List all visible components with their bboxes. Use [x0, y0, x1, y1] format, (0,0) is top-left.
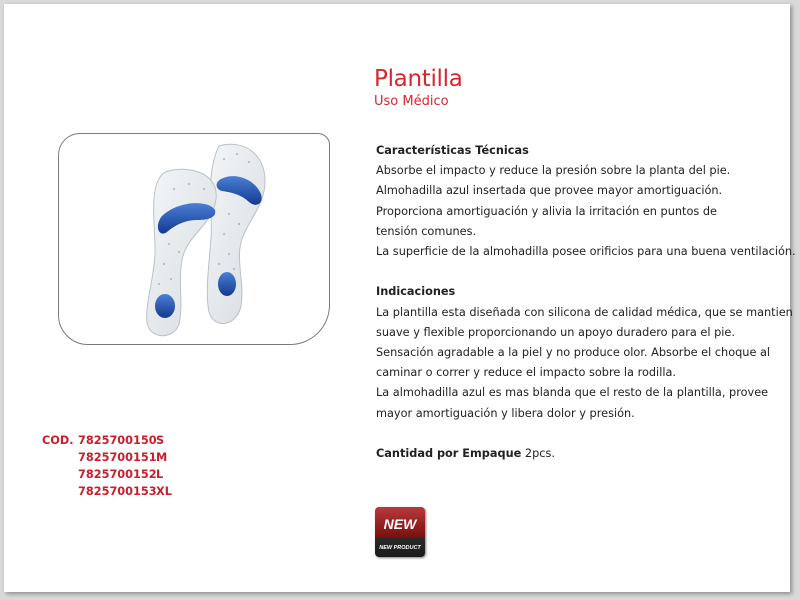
- code-size: S: [156, 434, 165, 447]
- indications-line: La almohadilla azul es mas blanda que el resto de la plantilla, provee: [376, 386, 769, 400]
- product-codes: [42, 432, 186, 500]
- specs-heading: Características Técnicas: [376, 144, 529, 157]
- code-size: XL: [156, 485, 172, 498]
- code-prefix: COD.: [42, 434, 74, 447]
- code-number: 7825700151: [78, 451, 157, 464]
- code-row: [42, 449, 186, 466]
- new-product-badge: [375, 507, 425, 557]
- insole-icon: [59, 134, 329, 344]
- specs-line: tensión comunes.: [376, 224, 477, 238]
- badge-text: NEW: [383, 516, 417, 532]
- indications-line: mayor amortiguación y libera dolor y presión.: [376, 406, 635, 420]
- badge-subtext: NEW PRODUCT: [379, 545, 421, 551]
- indications-line: La plantilla esta diseñada con silicona de calidad médica, que se mantien: [376, 305, 793, 319]
- heel-pad-right: [218, 272, 236, 296]
- quantity-label: Cantidad por Empaque: [376, 447, 522, 461]
- insole-right: [207, 144, 265, 323]
- specs-line: Almohadilla azul insertada que provee mayor amortiguación.: [376, 184, 723, 198]
- page-title: Plantilla: [374, 66, 463, 92]
- quantity-value: 2pcs.: [524, 447, 555, 461]
- code-number: 7825700153: [78, 485, 157, 498]
- section-spacer: [376, 424, 786, 444]
- code-row: [42, 483, 186, 500]
- code-row: [42, 466, 186, 483]
- code-size: L: [156, 468, 164, 481]
- section-spacer: [376, 262, 786, 282]
- specs-line: La superficie de la almohadilla posee orificios para una buena ventilación.: [376, 245, 796, 259]
- page-sheet: [4, 4, 796, 592]
- specs-line: Absorbe el impacto y reduce la presión sobre la planta del pie.: [376, 164, 731, 178]
- indications-line: Sensación agradable a la piel y no produce olor. Absorbe el choque al: [376, 346, 771, 360]
- quantity-line: [376, 444, 786, 464]
- indications-line: caminar o correr y reduce el impacto sobre la rodilla.: [376, 366, 676, 380]
- product-image: [58, 133, 330, 345]
- indications-line: suave y flexible proporcionando un apoyo duradero para el pie.: [376, 325, 735, 339]
- page-subtitle: Uso Médico: [374, 94, 449, 109]
- code-number: 7825700152: [78, 468, 157, 481]
- heel-pad-left: [155, 294, 175, 318]
- product-description: [376, 141, 796, 464]
- code-size: M: [156, 451, 168, 464]
- specs-line: Proporciona amortiguación y alivia la irritación en puntos de: [376, 204, 717, 218]
- code-number: 7825700150: [78, 434, 157, 447]
- indications-heading: Indicaciones: [376, 285, 456, 299]
- code-row: [42, 432, 186, 449]
